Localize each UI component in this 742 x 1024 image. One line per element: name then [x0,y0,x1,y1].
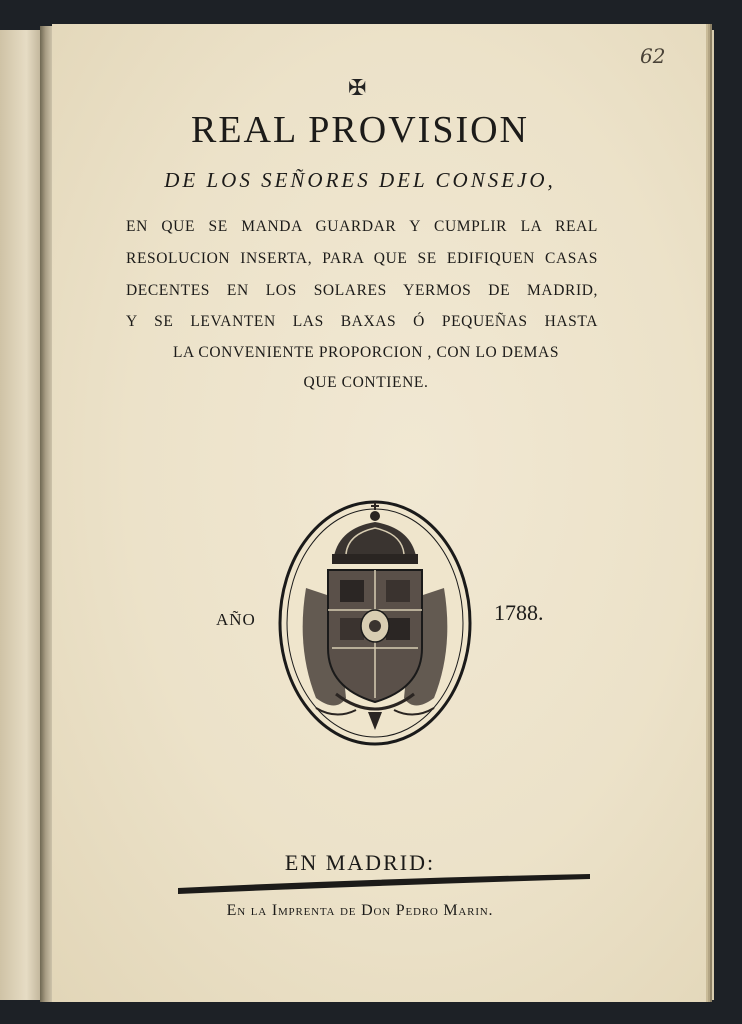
imprint-place: EN MADRID: [284,850,436,875]
year-label: AÑO [216,610,256,629]
year-value: 1788. [494,600,544,625]
body-line: QUE CONTIENE. [303,374,429,391]
body-line: LA CONVENIENTE PROPORCION , CON LO DEMAS [172,344,560,361]
body-line: RESOLUCION INSERTA, PARA QUE SE EDIFIQUEN CASAS [126,250,598,267]
printer-rule [176,870,592,900]
body-line: EN QUE SE MANDA GUARDAR Y CUMPLIR LA REAL [126,218,598,235]
body-line: Y SE LEVANTEN LAS BAXAS Ó PEQUEÑAS HASTA [126,313,598,330]
facing-page [0,30,45,1000]
coat-of-arms-icon [276,498,474,748]
printer-imprint: En la Imprenta de Don Pedro Marin. [226,902,494,919]
document-title: REAL PROVISION [191,109,529,151]
cross-ornament-icon: ✠ [348,76,367,101]
document-subtitle: DE LOS SEÑORES DEL CONSEJO, [164,168,556,192]
body-line: DECENTES EN LOS SOLARES YERMOS DE MADRID, [126,282,598,299]
folio-number: 62 [640,44,666,68]
